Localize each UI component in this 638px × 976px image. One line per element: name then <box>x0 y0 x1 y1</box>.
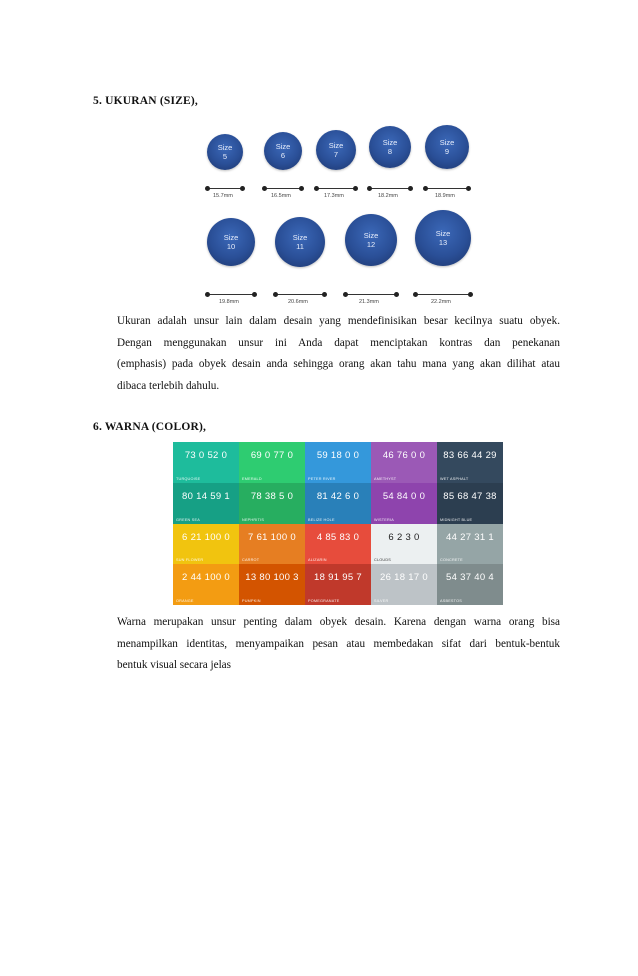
swatch-cmyk-code: 69 0 77 0 <box>250 450 294 461</box>
ring-disc <box>264 132 302 170</box>
swatch-cmyk-code: 18 91 95 7 <box>314 572 362 584</box>
color-swatch-nephritis <box>239 483 305 524</box>
ring-size-5 <box>207 134 243 202</box>
swatch-color-name: PUMPKIN <box>242 599 261 603</box>
ring-disc <box>207 134 243 170</box>
swatch-cmyk-code: 85 68 47 38 <box>443 490 497 502</box>
section-5-heading: 5. UKURAN (SIZE), <box>93 95 198 107</box>
paragraph-line: menampilkan identitas, menyampaikan pesan atau membedakan sifat dari bentuk-bentuk <box>117 637 560 650</box>
ring-diameter-line <box>415 294 471 295</box>
paragraph-line: bentuk visual secara jelas <box>117 659 232 671</box>
color-swatch-belize-hole <box>305 483 371 524</box>
swatch-cmyk-code: 80 14 59 1 <box>182 490 230 502</box>
swatch-color-name: SUN FLOWER <box>176 558 204 563</box>
ring-size-label: Size <box>439 138 455 147</box>
ring-diameter-label: 22.2mm <box>431 299 451 305</box>
ring-size-number: 8 <box>387 147 393 156</box>
swatch-color-name: BELIZE HOLE <box>308 517 335 522</box>
color-swatch-concrete <box>437 524 503 565</box>
ring-diameter-line <box>264 188 302 189</box>
swatch-color-name: CLOUDS <box>374 558 392 563</box>
color-swatch-pumpkin <box>239 564 305 605</box>
swatch-cmyk-code: 46 76 0 0 <box>382 450 426 461</box>
swatch-color-name: CONCRETE <box>440 558 463 563</box>
ring-size-7 <box>316 130 356 202</box>
paragraph-line: Warna merupakan unsur penting dalam obyek desain. Karena dengan warna orang bisa <box>117 616 560 628</box>
color-swatch-turquoise <box>173 442 239 483</box>
swatch-color-name: EMERALD <box>242 476 262 481</box>
paragraph-line: (emphasis) pada obyek desain anda sehingga orang akan tahu mana yang akan dilihat atau <box>117 358 560 370</box>
swatch-cmyk-code: 7 61 100 0 <box>248 531 296 543</box>
color-swatch-grid <box>173 442 503 605</box>
color-swatch-emerald <box>239 442 305 483</box>
ring-size-label: Size <box>328 141 344 150</box>
ring-disc <box>425 125 469 169</box>
swatch-cmyk-code: 44 27 31 1 <box>446 531 494 543</box>
ring-disc <box>369 126 411 168</box>
swatch-cmyk-code: 13 80 100 3 <box>245 572 299 584</box>
ring-size-number: 7 <box>333 150 339 159</box>
color-swatch-carrot <box>239 524 305 565</box>
paragraph-line: Dengan menggunakan unsur ini Anda dapat menciptakan kontras dan penekanan <box>117 336 560 349</box>
ring-size-10 <box>207 218 255 308</box>
color-swatch-midnight-blue <box>437 483 503 524</box>
color-swatch-wet-asphalt <box>437 442 503 483</box>
ring-diameter-label: 17.3mm <box>324 193 344 199</box>
ring-size-9 <box>425 125 469 202</box>
section-6-paragraph <box>117 612 560 677</box>
swatch-color-name: MIDNIGHT BLUE <box>440 517 473 522</box>
swatch-color-name: PETER RIVER <box>308 476 336 481</box>
color-swatch-wisteria <box>371 483 437 524</box>
ring-size-label: Size <box>292 233 308 242</box>
ring-size-8 <box>369 126 411 202</box>
swatch-cmyk-code: 4 85 83 0 <box>316 531 360 543</box>
ring-size-number: 12 <box>366 240 376 249</box>
ring-size-11 <box>275 217 325 308</box>
swatch-color-name: CARROT <box>242 558 260 563</box>
color-swatch-green-sea <box>173 483 239 524</box>
ring-disc <box>316 130 356 170</box>
ring-diameter-line <box>369 188 411 189</box>
swatch-cmyk-code: 2 44 100 0 <box>182 572 230 584</box>
paragraph-line: dibaca terlebih dahulu. <box>117 379 220 392</box>
swatch-color-name: AMETHYST <box>374 476 397 481</box>
swatch-cmyk-code: 54 84 0 0 <box>382 490 426 502</box>
ring-size-label: Size <box>382 138 398 147</box>
swatch-cmyk-code: 54 37 40 4 <box>446 572 494 584</box>
ring-size-12 <box>345 214 397 308</box>
ring-diameter-label: 15.7mm <box>213 193 233 199</box>
ring-size-6 <box>264 132 302 202</box>
paragraph-line: Ukuran adalah unsur lain dalam desain yang mendefinisikan besar kecilnya suatu obyek. <box>117 315 560 327</box>
ring-size-number: 13 <box>438 238 448 247</box>
ring-diameter-label: 20.6mm <box>288 299 308 305</box>
swatch-color-name: ASBESTOS <box>440 599 462 603</box>
ring-diameter-label: 18.2mm <box>378 193 398 199</box>
color-swatch-silver <box>371 564 437 605</box>
ring-size-label: Size <box>363 231 379 240</box>
ring-size-label: Size <box>435 229 451 238</box>
swatch-color-name: SILVER <box>374 599 389 603</box>
color-swatch-orange <box>173 564 239 605</box>
ring-size-label: Size <box>223 233 239 242</box>
color-swatch-pomegranate <box>305 564 371 605</box>
swatch-color-name: NEPHRITIS <box>242 517 265 522</box>
swatch-color-name: GREEN SEA <box>176 517 200 522</box>
swatch-color-name: POMEGRANATE <box>308 599 340 603</box>
ring-size-13 <box>415 210 471 308</box>
swatch-cmyk-code: 81 42 6 0 <box>316 490 360 502</box>
swatch-color-name: TURQUOISE <box>176 476 201 481</box>
ring-diameter-label: 18.9mm <box>435 193 455 199</box>
color-swatch-alizarin <box>305 524 371 565</box>
ring-diameter-label: 21.3mm <box>359 299 379 305</box>
color-swatch-peter-river <box>305 442 371 483</box>
ring-diameter-line <box>425 188 469 189</box>
ring-diameter-line <box>207 188 243 189</box>
ring-disc <box>207 218 255 266</box>
ring-diameter-line <box>275 294 325 295</box>
swatch-cmyk-code: 78 38 5 0 <box>250 490 294 502</box>
ring-size-number: 5 <box>222 152 228 161</box>
ring-size-figure <box>198 118 473 306</box>
ring-size-number: 11 <box>296 242 304 251</box>
ring-size-label: Size <box>275 142 291 151</box>
ring-size-number: 10 <box>226 242 236 251</box>
swatch-cmyk-code: 6 21 100 0 <box>182 531 230 543</box>
ring-disc <box>275 217 325 267</box>
ring-diameter-label: 16.5mm <box>271 193 291 199</box>
swatch-cmyk-code: 6 2 3 0 <box>388 531 420 543</box>
ring-size-number: 9 <box>444 147 450 156</box>
swatch-color-name: WISTERIA <box>374 517 394 522</box>
ring-diameter-line <box>207 294 255 295</box>
swatch-cmyk-code: 26 18 17 0 <box>380 572 428 584</box>
swatch-cmyk-code: 59 18 0 0 <box>316 450 360 461</box>
color-swatch-asbestos <box>437 564 503 605</box>
ring-size-label: Size <box>217 143 233 152</box>
ring-diameter-line <box>316 188 356 189</box>
color-swatch-amethyst <box>371 442 437 483</box>
ring-size-number: 6 <box>280 151 286 160</box>
swatch-color-name: WET ASPHALT <box>440 476 469 481</box>
swatch-cmyk-code: 73 0 52 0 <box>184 450 228 461</box>
section-6-heading: 6. WARNA (COLOR), <box>93 421 207 433</box>
swatch-cmyk-code: 83 66 44 29 <box>443 450 497 461</box>
ring-disc <box>345 214 397 266</box>
ring-disc <box>415 210 471 266</box>
section-5-paragraph <box>117 311 560 397</box>
ring-diameter-label: 19.8mm <box>219 299 239 305</box>
color-swatch-clouds <box>371 524 437 565</box>
swatch-color-name: ALIZARIN <box>308 558 327 563</box>
color-swatch-sun-flower <box>173 524 239 565</box>
swatch-color-name: ORANGE <box>176 599 194 603</box>
ring-diameter-line <box>345 294 397 295</box>
